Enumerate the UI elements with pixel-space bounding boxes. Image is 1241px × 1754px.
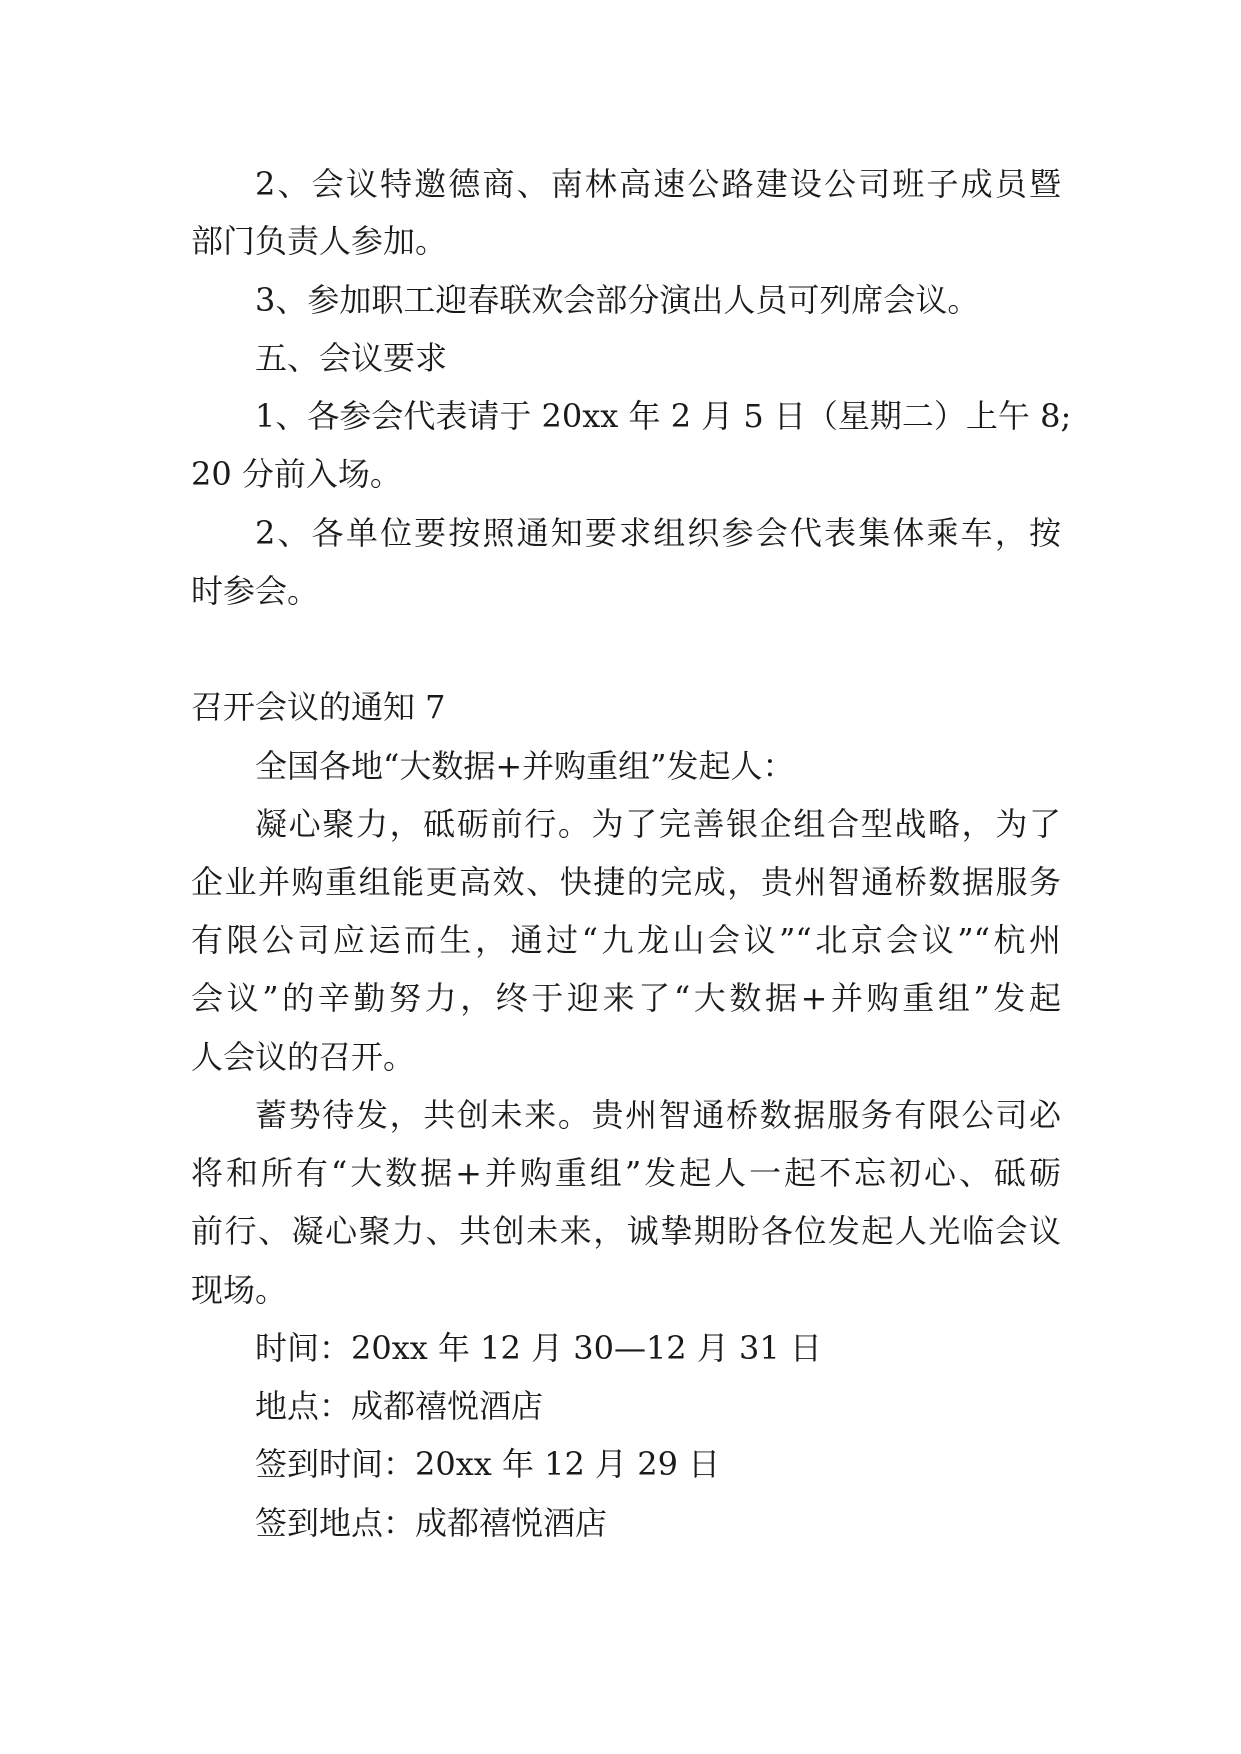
paragraph-line: 1、各参会代表请于 20xx 年 2 月 5 日（星期二）上午 8; — [255, 397, 1072, 435]
paragraph-line: 将和所有“大数据+并购重组”发起人一起不忘初心、砥砺 — [191, 1154, 1061, 1192]
signin-time: 签到时间：20xx 年 12 月 29 日 — [255, 1445, 721, 1483]
meeting-time: 时间：20xx 年 12 月 30—12 月 31 日 — [255, 1329, 822, 1367]
section-heading: 五、会议要求 — [255, 339, 448, 377]
paragraph-line: 现场。 — [191, 1271, 288, 1309]
paragraph-line: 有限公司应运而生，通过“九龙山会议”“北京会议”“杭州 — [191, 921, 1061, 959]
paragraph-line: 会议”的辛勤努力，终于迎来了“大数据+并购重组”发起 — [191, 979, 1061, 1017]
signin-place: 签到地点：成都禧悦酒店 — [255, 1504, 608, 1542]
paragraph-line: 前行、凝心聚力、共创未来，诚挚期盼各位发起人光临会议 — [191, 1212, 1061, 1250]
paragraph-line: 时参会。 — [191, 572, 320, 610]
paragraph-line: 部门负责人参加。 — [191, 222, 448, 260]
paragraph-line: 企业并购重组能更高效、快捷的完成，贵州智通桥数据服务 — [191, 863, 1061, 901]
paragraph-line: 人会议的召开。 — [191, 1038, 416, 1076]
paragraph-line: 蓄势待发，共创未来。贵州智通桥数据服务有限公司必 — [255, 1096, 1061, 1134]
salutation: 全国各地“大数据+并购重组”发起人： — [255, 747, 795, 785]
paragraph-line: 2、会议特邀德商、南林高速公路建设公司班子成员暨 — [255, 165, 1061, 203]
paragraph-line: 20 分前入场。 — [191, 455, 402, 493]
paragraph-line: 3、参加职工迎春联欢会部分演出人员可列席会议。 — [255, 281, 980, 319]
paragraph-line: 凝心聚力，砥砺前行。为了完善银企组合型战略，为了 — [255, 805, 1061, 843]
paragraph-line: 2、各单位要按照通知要求组织参会代表集体乘车，按 — [255, 514, 1061, 552]
notice-title: 召开会议的通知 7 — [191, 688, 446, 726]
meeting-place: 地点：成都禧悦酒店 — [255, 1387, 544, 1425]
